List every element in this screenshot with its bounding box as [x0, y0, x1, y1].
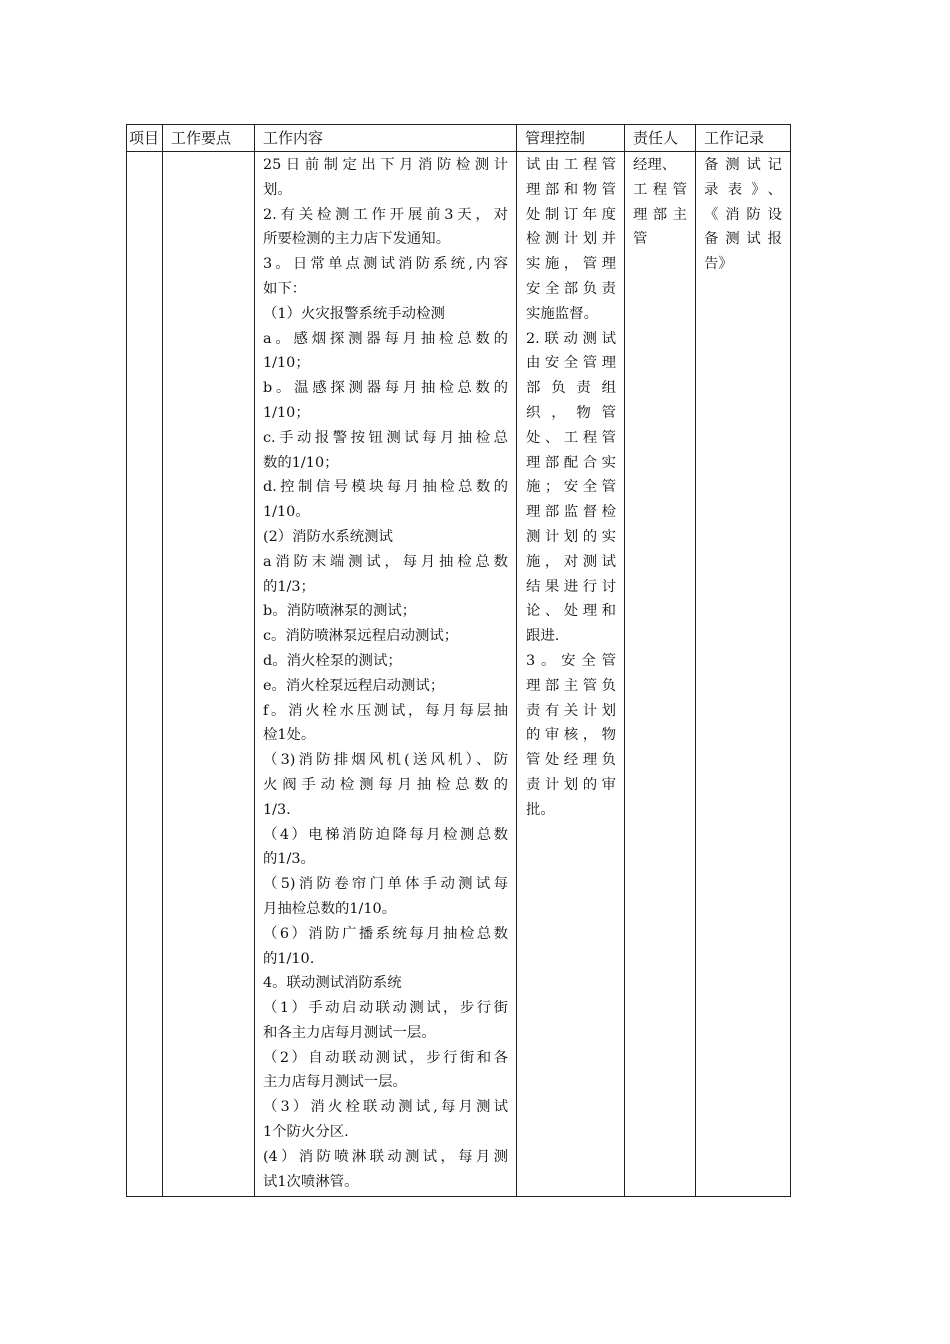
header-owner: 责任人: [625, 125, 696, 152]
table-row: [127, 152, 791, 1197]
table-header-row: [127, 125, 791, 152]
text-line: d.控制信号模块每月抽检总数的: [263, 479, 508, 496]
content-lines: [255, 152, 516, 1194]
work-table: [126, 124, 791, 1197]
text-line: 责有关计划: [526, 702, 616, 719]
text-line: 3。日常单点测试消防系统,内容: [263, 256, 508, 273]
text-line: 1/10。: [263, 504, 310, 521]
header-content: 工作内容: [255, 125, 517, 152]
text-line: a。感烟探测器每月抽检总数的: [263, 330, 508, 347]
text-line: d。消火栓泵的测试；: [263, 652, 402, 669]
text-line: 1/10；: [263, 355, 310, 372]
text-line: （1）火灾报警系统手动检测: [263, 305, 445, 322]
record-lines: [696, 152, 790, 277]
control-cell: [517, 152, 625, 1197]
header-item: 项目: [127, 125, 163, 152]
text-line: 处制订年度: [526, 206, 616, 223]
text-line: 主力店每月测试一层。: [263, 1074, 407, 1091]
text-line: (2）消防水系统测试: [263, 528, 393, 545]
text-line: 告》: [704, 256, 733, 273]
text-line: （5)消防卷帘门单体手动测试每: [263, 876, 508, 893]
text-line: 理部和物管: [526, 181, 616, 198]
text-line: 2.有关检测工作开展前3天，对: [263, 206, 508, 223]
text-line: （4）电梯消防迫降每月检测总数: [263, 826, 508, 843]
text-line: 经理、: [633, 157, 677, 173]
text-line: 处、工程管: [526, 429, 616, 446]
record-cell: [696, 152, 791, 1197]
text-line: (4）消防喷淋联动测试，每月测: [263, 1148, 508, 1165]
text-line: 理部主: [633, 206, 687, 223]
text-line: f。消火栓水压测试，每月每层抽: [263, 702, 508, 719]
text-line: 《消防设: [704, 206, 782, 223]
text-line: 理部主管负: [526, 677, 616, 694]
text-line: 所要检测的主力店下发通知。: [263, 231, 451, 248]
owner-lines: [625, 152, 695, 252]
text-line: 由安全管理: [526, 355, 616, 372]
text-line: 的1/3。: [263, 851, 315, 868]
text-line: 管: [633, 231, 648, 248]
text-line: a消防末端测试，每月抽检总数: [263, 553, 508, 570]
text-line: 试由工程管: [526, 157, 616, 173]
text-line: 如下：: [263, 280, 307, 297]
text-line: 和各主力店每月测试一层。: [263, 1024, 436, 1041]
text-line: 试1次喷淋管。: [263, 1173, 359, 1190]
header-control: 管理控制: [517, 125, 625, 152]
text-line: 施；安全管: [526, 479, 616, 496]
text-line: 1/3.: [263, 801, 291, 818]
text-line: 施，对测试: [526, 553, 616, 570]
text-line: 数的1/10；: [263, 454, 339, 471]
text-line: 25日前制定出下月消防检测计: [263, 157, 508, 173]
text-line: 检测计划并: [526, 231, 616, 248]
text-line: 的审核，物: [526, 727, 616, 744]
text-line: （1）手动启动联动测试，步行街: [263, 1000, 508, 1017]
text-line: 4。联动测试消防系统: [263, 975, 402, 992]
text-line: 月抽检总数的1/10。: [263, 900, 397, 917]
text-line: 1个防火分区.: [263, 1124, 349, 1141]
keypoint-cell: [163, 152, 255, 1197]
text-line: （6）消防广播系统每月抽检总数: [263, 925, 508, 942]
text-line: b。温感探测器每月抽检总数的: [263, 380, 508, 397]
text-line: 火阀手动检测每月抽检总数的: [263, 776, 508, 793]
text-line: 管处经理负: [526, 752, 616, 769]
text-line: 结果进行讨: [526, 578, 616, 595]
header-record: 工作记录: [696, 125, 791, 152]
text-line: 的1/10.: [263, 950, 315, 967]
text-line: （3)消防排烟风机(送风机）、防: [263, 752, 508, 769]
item-lines: [127, 152, 162, 153]
text-line: 备测试报: [704, 231, 782, 248]
text-line: 1/10；: [263, 404, 310, 421]
owner-cell: [625, 152, 696, 1197]
text-line: 实施监督。: [526, 305, 598, 322]
text-line: 测计划的实: [526, 528, 616, 545]
text-line: 备测试记: [704, 157, 782, 173]
text-line: 论、处理和: [526, 603, 616, 620]
text-line: 的1/3；: [263, 578, 315, 595]
text-line: 工程管: [633, 181, 687, 198]
text-line: （3）消火栓联动测试,每月测试: [263, 1099, 508, 1116]
text-line: 2.联动测试: [526, 330, 616, 347]
content-cell: [255, 152, 517, 1197]
text-line: 织，物管: [526, 404, 616, 421]
text-line: 录表》、: [704, 181, 782, 198]
text-line: （2）自动联动测试，步行街和各: [263, 1049, 508, 1066]
text-line: 3。安全管: [526, 652, 616, 669]
header-keypoint: 工作要点: [163, 125, 255, 152]
text-line: 理部监督检: [526, 504, 616, 521]
text-line: 安全部负责: [526, 280, 616, 297]
text-line: 划。: [263, 181, 292, 198]
text-line: 跟进.: [526, 628, 560, 645]
text-line: b。消防喷淋泵的测试；: [263, 603, 417, 620]
text-line: 检1处。: [263, 727, 316, 744]
keypoint-lines: [163, 152, 254, 153]
text-line: c。消防喷淋泵远程启动测试；: [263, 628, 459, 645]
text-line: c.手动报警按钮测试每月抽检总: [263, 429, 508, 446]
text-line: 实施，管理: [526, 256, 616, 273]
text-line: 责计划的审: [526, 776, 616, 793]
text-line: 部负责组: [526, 380, 616, 397]
text-line: 批。: [526, 801, 555, 818]
text-line: 理部配合实: [526, 454, 616, 471]
item-cell: [127, 152, 163, 1197]
text-line: e。消火栓泵远程启动测试；: [263, 677, 445, 694]
control-lines: [517, 152, 624, 823]
